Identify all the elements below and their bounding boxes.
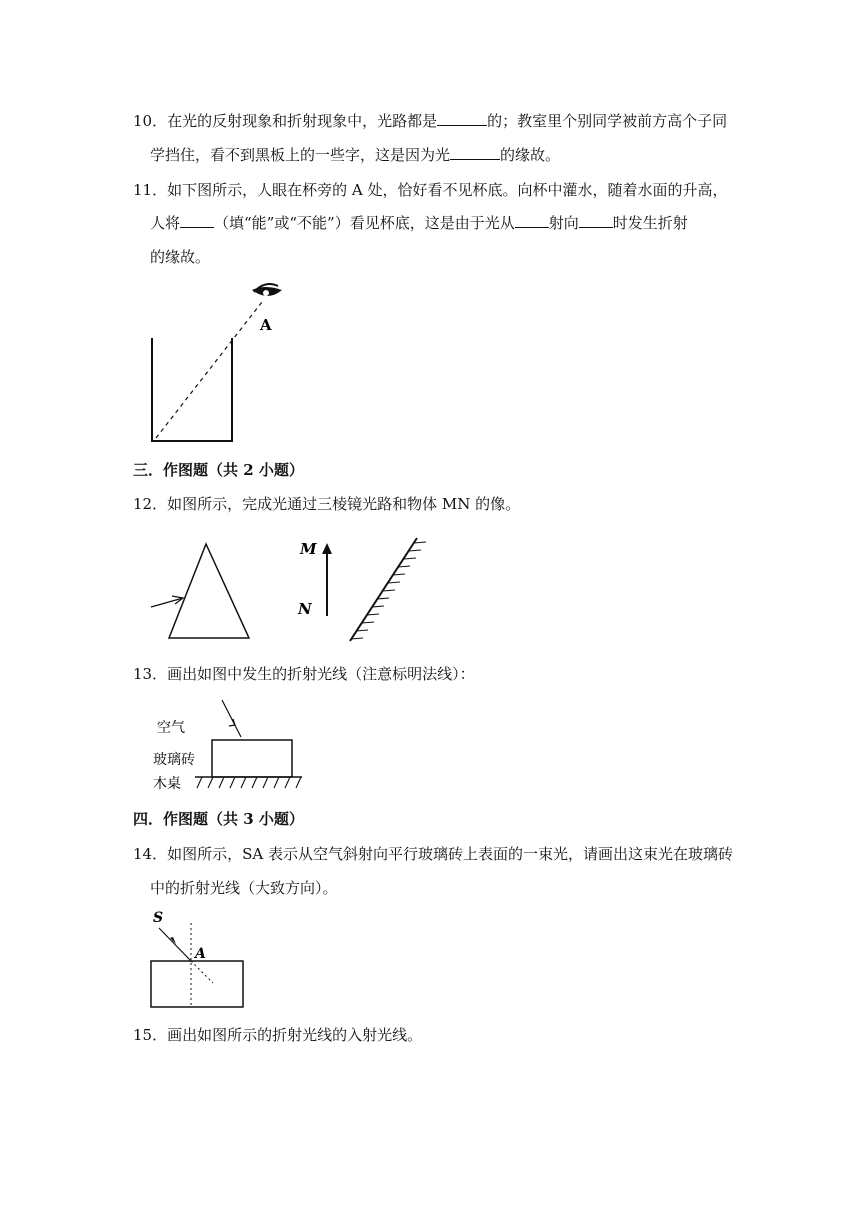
label-air: 空气 <box>157 720 185 736</box>
q10-blank-1[interactable] <box>437 111 487 126</box>
q13-incident-ray <box>222 700 241 737</box>
ray-sa <box>159 928 191 961</box>
glass-slab-figure <box>145 908 255 1013</box>
q10-line-2 <box>150 145 560 165</box>
q11-line-1: 11．如下图所示，人眼在杯旁的 A 处，恰好看不见杯底。向杯中灌水，随着水面的升高， <box>133 181 728 199</box>
object-mn-arrowhead <box>322 543 332 554</box>
q11-blank-1[interactable] <box>180 213 214 228</box>
q11-line-3: 的缘故。 <box>150 248 211 266</box>
q14-line-1: 14．如图所示，SA 表示从空气斜射向平行玻璃砖上表面的一束光，请画出这束光在玻璃砖 <box>133 845 733 863</box>
q10-line-1 <box>133 111 727 131</box>
q10-blank-2[interactable] <box>450 145 500 160</box>
plane-mirror <box>350 538 417 641</box>
q11-line-2 <box>150 213 688 233</box>
q12-text: 12．如图所示，完成光通过三棱镜光路和物体 MN 的像。 <box>133 495 521 513</box>
q11-text-b: （填“能”或“不能”）看见杯底，这是由于光从 <box>214 214 515 232</box>
label-a: A <box>260 316 272 334</box>
glass-block <box>212 740 292 777</box>
label-m: M <box>300 540 317 558</box>
q10-text-c: 学挡住，看不到黑板上的一些字，这是因为光 <box>150 146 451 164</box>
mirror-hatching <box>351 542 426 639</box>
cup-outline <box>152 338 232 441</box>
q13-text: 13．画出如图中发生的折射光线（注意标明法线）： <box>133 665 475 683</box>
q11-text-d: 时发生折射 <box>612 214 688 232</box>
mirror-figure <box>290 534 440 644</box>
cup-figure <box>140 280 300 450</box>
label-glass: 玻璃砖 <box>153 752 195 768</box>
prism-triangle <box>169 544 249 638</box>
section-3-title: 三．作图题（共 2 小题） <box>133 461 304 479</box>
q14-line-2: 中的折射光线（大致方向）。 <box>150 879 338 897</box>
q15-text: 15．画出如图所示的折射光线的入射光线。 <box>133 1026 423 1044</box>
sight-line <box>156 302 262 438</box>
q10-text-a: 10．在光的反射现象和折射现象中，光路都是 <box>133 112 438 130</box>
q10-text-b: 的；教室里个别同学被前方高个子同 <box>487 112 728 130</box>
label-n: N <box>298 600 312 618</box>
prism-figure <box>145 538 255 648</box>
reflected-dashed-line <box>191 961 213 983</box>
label-a-point: A <box>195 946 206 962</box>
q11-blank-2[interactable] <box>515 213 549 228</box>
q11-text-c: 射向 <box>548 214 579 232</box>
eye-icon <box>252 284 282 296</box>
glass-slab <box>151 961 243 1007</box>
q10-text-d: 的缘故。 <box>500 146 561 164</box>
incident-ray <box>151 598 183 607</box>
section-4-title: 四．作图题（共 3 小题） <box>133 810 304 828</box>
label-s: S <box>153 910 164 926</box>
glass-on-desk-figure <box>145 698 325 794</box>
q11-text-a: 人将 <box>150 214 181 232</box>
desk-hatching <box>197 777 301 788</box>
q11-blank-3[interactable] <box>579 213 613 228</box>
label-desk: 木桌 <box>153 776 181 792</box>
